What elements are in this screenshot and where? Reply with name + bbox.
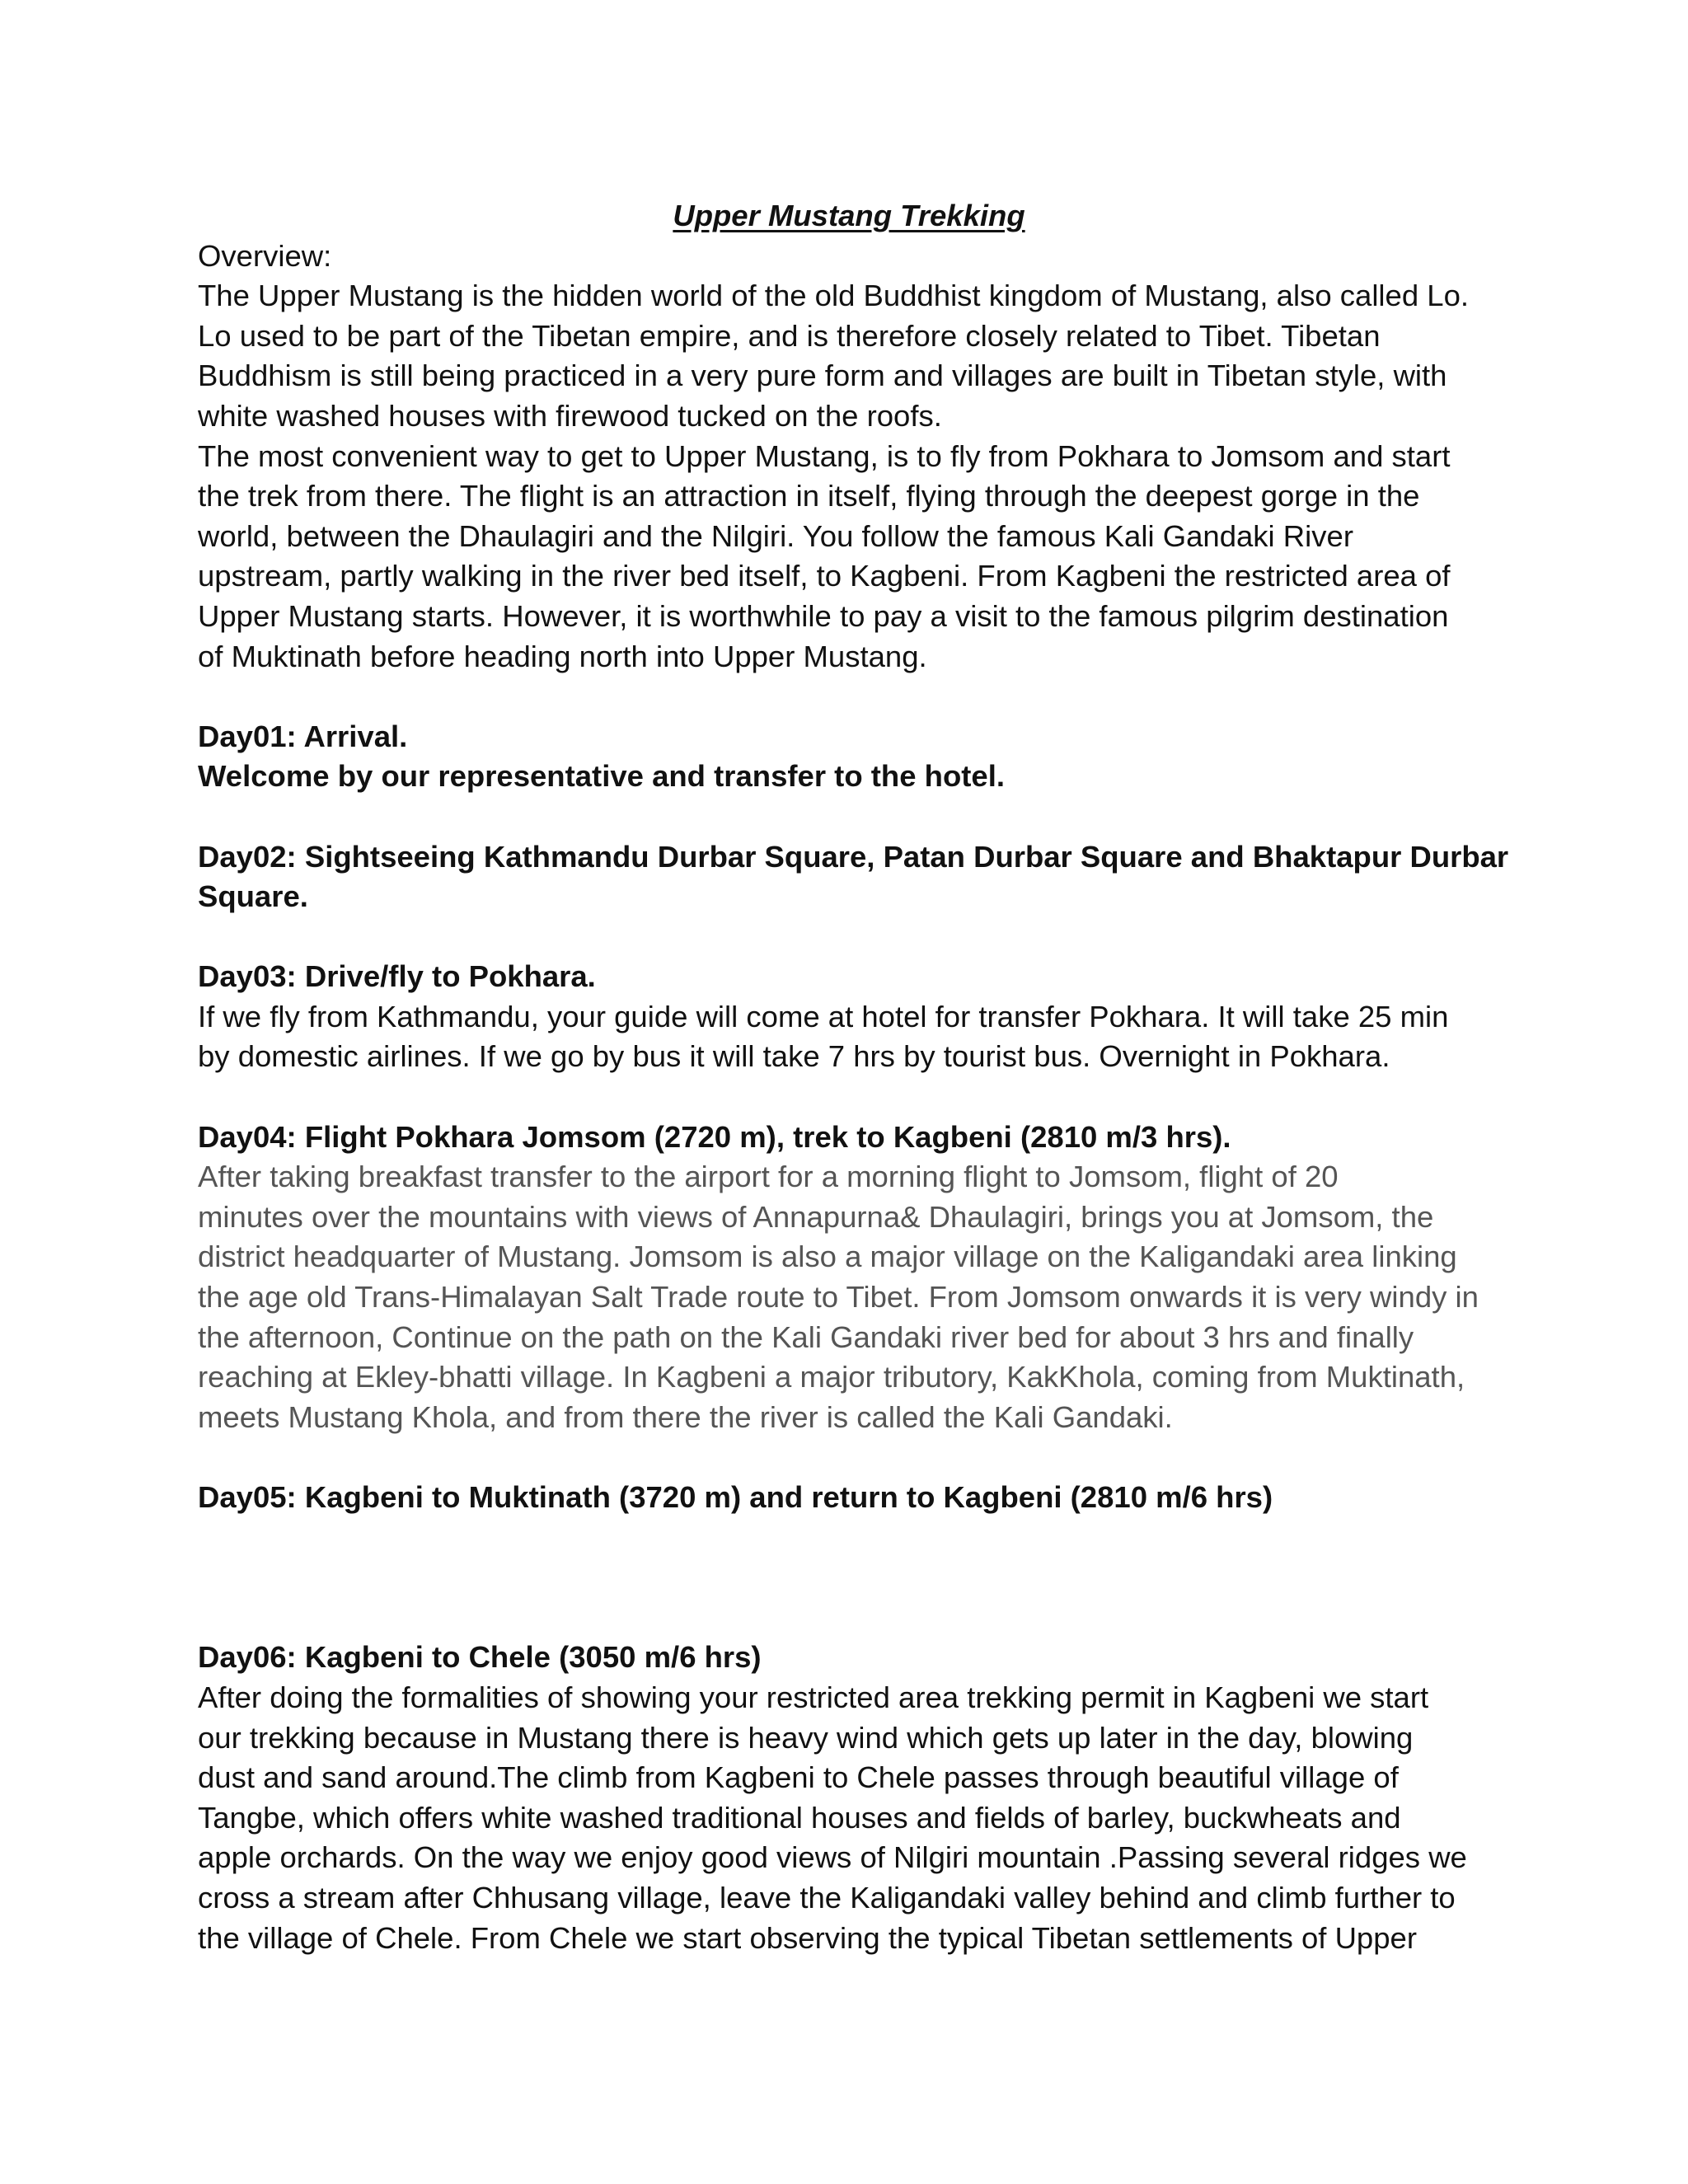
spacer bbox=[198, 677, 1500, 717]
overview-label: Overview: bbox=[198, 238, 332, 273]
text-line: the trek from there. The flight is an attraction in itself, flying through the deepest gorge in the bbox=[198, 479, 1420, 513]
text-line: The Upper Mustang is the hidden world of the old Buddhist kingdom of Mustang, also called Lo. bbox=[198, 279, 1470, 313]
text-line: by domestic airlines. If we go by bus it will take 7 hrs by tourist bus. Overnight in Pokhara. bbox=[198, 1039, 1390, 1074]
overview-paragraph-1 bbox=[198, 276, 1500, 436]
text-line: the afternoon, Continue on the path on the Kali Gandaki river bed for about 3 hrs and finally bbox=[198, 1319, 1414, 1354]
day06-section bbox=[198, 1638, 1500, 1958]
text-line: The most convenient way to get to Upper Mustang, is to fly from Pokhara to Jomsom and start bbox=[198, 438, 1451, 473]
day01-heading: Day01: Arrival. bbox=[198, 719, 408, 753]
page-title: Upper Mustang Trekking bbox=[673, 199, 1025, 232]
text-line: meets Mustang Khola, and from there the river is called the Kali Gandaki. bbox=[198, 1399, 1173, 1434]
day04-heading: Day04: Flight Pokhara Jomsom (2720 m), trek to Kagbeni (2810 m/3 hrs). bbox=[198, 1119, 1231, 1154]
text-line: Tangbe, which offers white washed traditional houses and fields of barley, buckwheats and bbox=[198, 1800, 1401, 1835]
document-content bbox=[198, 196, 1509, 1958]
spacer bbox=[198, 1077, 1500, 1118]
text-line: world, between the Dhaulagiri and the Nilgiri. You follow the famous Kali Gandaki River bbox=[198, 518, 1353, 553]
text-line: reaching at Ekley-bhatti village. In Kagbeni a major tributory, KakKhola, coming from Muktinath, bbox=[198, 1360, 1465, 1394]
text-line: the village of Chele. From Chele we start observing the typical Tibetan settlements of Upper bbox=[198, 1920, 1417, 1955]
day05-section bbox=[198, 1478, 1500, 1518]
day04-section bbox=[198, 1118, 1500, 1438]
text-line: If we fly from Kathmandu, your guide will come at hotel for transfer Pokhara. It will take 25 min bbox=[198, 999, 1449, 1033]
spacer bbox=[198, 797, 1500, 837]
text-line: the age old Trans-Himalayan Salt Trade route to Tibet. From Jomsom onwards it is very windy in bbox=[198, 1280, 1479, 1315]
day01-body: Welcome by our representative and transfer to the hotel. bbox=[198, 759, 1005, 794]
text-line: district headquarter of Mustang. Jomsom is also a major village on the Kaligandaki area linking bbox=[198, 1240, 1457, 1274]
text-line: minutes over the mountains with views of Annapurna& Dhaulagiri, brings you at Jomsom, the bbox=[198, 1199, 1434, 1234]
spacer bbox=[198, 917, 1500, 958]
text-line: of Muktinath before heading north into Upper Mustang. bbox=[198, 639, 927, 673]
day01-section bbox=[198, 717, 1500, 797]
text-line: our trekking because in Mustang there is heavy wind which gets up later in the day, blowing bbox=[198, 1720, 1414, 1755]
text-line: Buddhism is still being practiced in a very pure form and villages are built in Tibetan style, with bbox=[198, 359, 1447, 393]
spacer bbox=[198, 1437, 1500, 1478]
day05-heading: Day05: Kagbeni to Muktinath (3720 m) and return to Kagbeni (2810 m/6 hrs) bbox=[198, 1480, 1273, 1514]
text-line: Lo used to be part of the Tibetan empire, and is therefore closely related to Tibet. Tibetan bbox=[198, 318, 1381, 353]
text-line: Upper Mustang starts. However, it is worthwhile to pay a visit to the famous pilgrim destination bbox=[198, 598, 1449, 633]
day02-heading-line: Day02: Sightseeing Kathmandu Durbar Square, Patan Durbar Square and Bhaktapur Durbar bbox=[198, 839, 1509, 874]
day03-section bbox=[198, 957, 1500, 1077]
text-line: upstream, partly walking in the river bed itself, to Kagbeni. From Kagbeni the restricted area of bbox=[198, 559, 1451, 593]
spacer bbox=[198, 1518, 1500, 1638]
text-line: After doing the formalities of showing your restricted area trekking permit in Kagbeni we start bbox=[198, 1680, 1429, 1714]
day03-heading: Day03: Drive/fly to Pokhara. bbox=[198, 959, 596, 994]
text-line: After taking breakfast transfer to the airport for a morning flight to Jomsom, flight of 20 bbox=[198, 1160, 1339, 1194]
day06-heading: Day06: Kagbeni to Chele (3050 m/6 hrs) bbox=[198, 1640, 762, 1675]
day02-section bbox=[198, 837, 1509, 917]
day02-heading-line: Square. bbox=[198, 879, 308, 914]
text-line: white washed houses with firewood tucked on the roofs. bbox=[198, 398, 942, 433]
text-line: dust and sand around.The climb from Kagbeni to Chele passes through beautiful village of bbox=[198, 1760, 1399, 1795]
text-line: apple orchards. On the way we enjoy good views of Nilgiri mountain .Passing several ridges we bbox=[198, 1840, 1467, 1875]
overview-paragraph-2 bbox=[198, 437, 1500, 677]
text-line: cross a stream after Chhusang village, leave the Kaligandaki valley behind and climb further to bbox=[198, 1880, 1456, 1915]
